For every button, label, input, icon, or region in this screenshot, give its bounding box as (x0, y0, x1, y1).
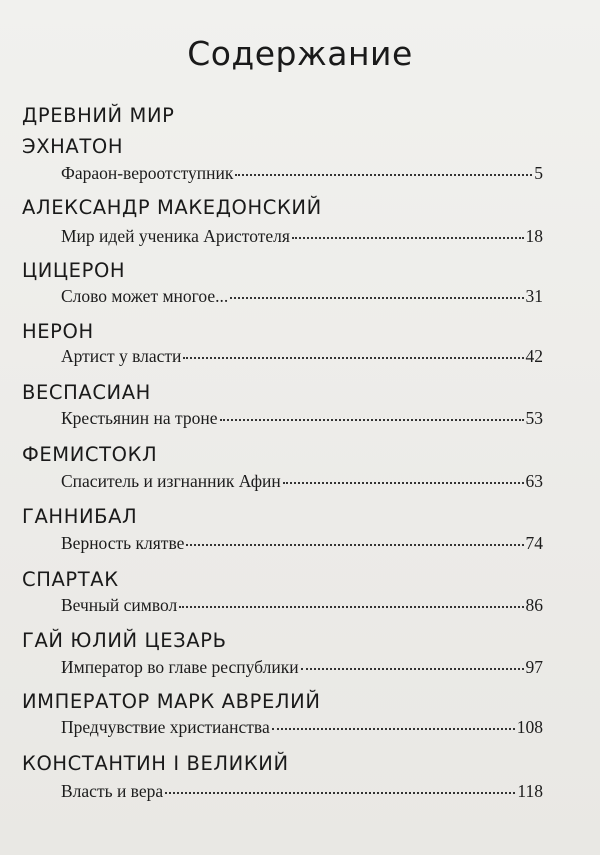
chapter-heading: СПАРТАК (22, 568, 119, 591)
toc-entry (61, 286, 543, 307)
dot-leader (183, 357, 523, 359)
dot-leader (220, 419, 524, 421)
dot-leader (235, 174, 532, 176)
chapter-heading: НЕРОН (22, 320, 94, 343)
entry-title: Вечный символ (61, 595, 178, 615)
toc-entry (61, 163, 543, 184)
page-number: 42 (525, 346, 543, 366)
chapter-heading: ГАЙ ЮЛИЙ ЦЕЗАРЬ (22, 629, 227, 652)
entry-title: Спаситель и изгнанник Афин (61, 471, 281, 491)
toc-entry (61, 408, 543, 429)
page-number: 97 (525, 657, 543, 677)
entry-title: Слово может многое... (61, 286, 229, 306)
entry-title: Крестьянин на троне (61, 408, 218, 428)
chapter-heading: ИМПЕРАТОР МАРК АВРЕЛИЙ (22, 690, 321, 713)
entry-title: Мир идей ученика Аристотеля (61, 226, 290, 246)
toc-entry (61, 595, 543, 616)
toc-entry (61, 717, 543, 738)
chapter-heading: КОНСТАНТИН I ВЕЛИКИЙ (22, 752, 289, 775)
dot-leader (292, 237, 524, 239)
chapter-heading: ЦИЦЕРОН (22, 259, 126, 282)
dot-leader (283, 482, 524, 484)
entry-title: Артист у власти (61, 346, 182, 366)
entry-title: Власть и вера (61, 781, 164, 801)
page-number: 74 (525, 533, 543, 553)
entry-title: Предчувствие христианства (61, 717, 270, 737)
chapter-heading: ЭХНАТОН (22, 135, 124, 158)
page-title: Содержание (187, 34, 413, 73)
entry-title: Император во главе республики (61, 657, 299, 677)
chapter-heading: ФЕМИСТОКЛ (22, 443, 158, 466)
toc-entry (61, 346, 543, 367)
toc-entry (61, 226, 543, 247)
page-number: 86 (525, 595, 543, 615)
chapter-heading: ГАННИБАЛ (22, 505, 138, 528)
dot-leader (165, 792, 515, 794)
toc-entry (61, 781, 543, 802)
entry-title: Верность клятве (61, 533, 185, 553)
toc-entry (61, 657, 543, 678)
entry-title: Фараон-вероотступник (61, 163, 234, 183)
page-number: 63 (525, 471, 543, 491)
dot-leader (301, 668, 524, 670)
chapter-heading: ВЕСПАСИАН (22, 381, 151, 404)
toc-entry (61, 471, 543, 492)
page-number: 18 (525, 226, 543, 246)
dot-leader (179, 606, 523, 608)
dot-leader (272, 728, 515, 730)
page-number: 31 (525, 286, 543, 306)
dot-leader (186, 544, 523, 546)
page-number: 108 (516, 717, 543, 737)
page-number: 53 (525, 408, 543, 428)
chapter-heading: АЛЕКСАНДР МАКЕДОНСКИЙ (22, 196, 322, 219)
toc-entry (61, 533, 543, 554)
dot-leader (230, 297, 523, 299)
page-number: 5 (534, 163, 543, 183)
page-number: 118 (517, 781, 543, 801)
section-heading: ДРЕВНИЙ МИР (22, 104, 175, 127)
